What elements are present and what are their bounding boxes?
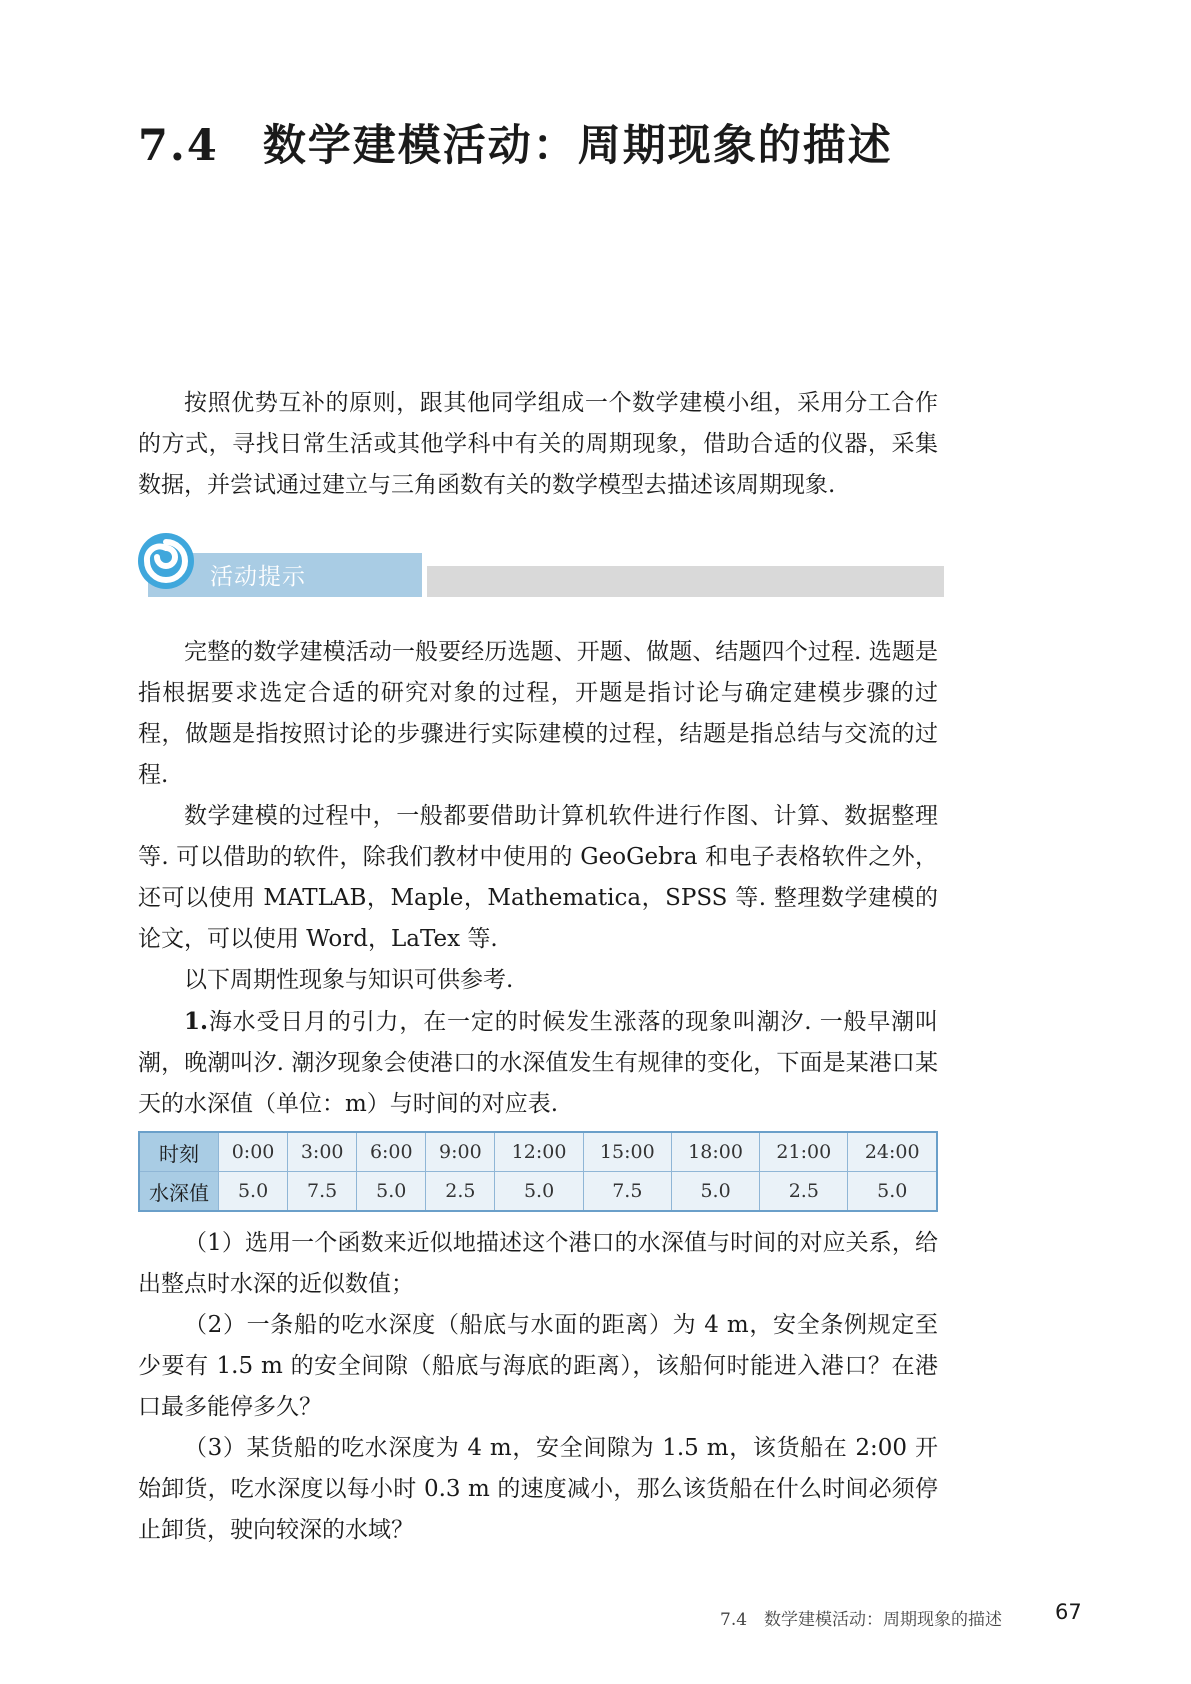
depth-cell: 7.5: [288, 1172, 357, 1212]
item-1-number: 1.: [184, 1008, 209, 1035]
table-row-times: [139, 1132, 937, 1172]
item-1-text: 海水受日月的引力，在一定的时候发生涨落的现象叫潮汐. 一般早潮叫潮，晚潮叫汐. 潮汐现象会使港口的水深值发生有规律的变化，下面是某港口某天的水深值（单位：m）与时间的对应表.: [138, 1009, 938, 1117]
depth-cell: 5.0: [495, 1172, 583, 1212]
table-row-depths: [139, 1172, 937, 1212]
time-cell: 21:00: [760, 1132, 848, 1172]
depth-cell: 5.0: [219, 1172, 288, 1212]
question-3: （3）某货船的吃水深度为 4 m，安全间隙为 1.5 m，该货船在 2:00 开始卸货，吃水深度以每小时 0.3 m 的速度减小，那么该货船在什么时间必须停止卸货，驶向较深的水域？: [138, 1435, 938, 1543]
intro-paragraph: 按照优势互补的原则，跟其他同学组成一个数学建模小组，采用分工合作的方式，寻找日常生活或其他学科中有关的周期现象，借助合适的仪器，采集数据，并尝试通过建立与三角函数有关的数学模型去描述该周期现象.: [138, 390, 938, 498]
time-cell: 6:00: [357, 1132, 426, 1172]
time-cell: 9:00: [426, 1132, 495, 1172]
time-cell: 12:00: [495, 1132, 583, 1172]
depth-cell: 5.0: [357, 1172, 426, 1212]
question-2: （2）一条船的吃水深度（船底与水面的距离）为 4 m，安全条例规定至少要有 1.5 m 的安全间隙（船底与海底的距离），该船何时能进入港口？在港口最多能停多久？: [138, 1312, 938, 1420]
depth-cell: 5.0: [671, 1172, 759, 1212]
hint-paragraph-2: 数学建模的过程中，一般都要借助计算机软件进行作图、计算、数据整理等. 可以借助的软件，除我们教材中使用的 GeoGebra 和电子表格软件之外，还可以使用 MATLAB，Maple，Mathematica，SPSS 等. 整理数学建模的论文，可以使用 Word，LaTex 等.: [138, 803, 938, 952]
section-number: 7.4: [138, 121, 219, 171]
row-header-depth: 水深值: [139, 1172, 219, 1212]
tide-table: [138, 1131, 938, 1212]
depth-cell: 2.5: [760, 1172, 848, 1212]
swirl-icon: [137, 532, 195, 590]
page-number: 67: [1055, 1600, 1082, 1624]
depth-cell: 2.5: [426, 1172, 495, 1212]
time-cell: 24:00: [848, 1132, 937, 1172]
hint-paragraph-3: 以下周期性现象与知识可供参考.: [184, 967, 514, 993]
time-cell: 18:00: [671, 1132, 759, 1172]
running-title: 7.4 数学建模活动：周期现象的描述: [720, 1610, 1003, 1630]
depth-cell: 7.5: [583, 1172, 671, 1212]
section-title: 数学建模活动：周期现象的描述: [262, 121, 893, 171]
time-cell: 3:00: [288, 1132, 357, 1172]
question-1: （1）选用一个函数来近似地描述这个港口的水深值与时间的对应关系，给出整点时水深的近似数值；: [138, 1230, 938, 1297]
depth-cell: 5.0: [848, 1172, 937, 1212]
page-title: [138, 112, 893, 173]
banner-gray-bar: [427, 566, 944, 597]
time-cell: 0:00: [219, 1132, 288, 1172]
hint-paragraph-1: 完整的数学建模活动一般要经历选题、开题、做题、结题四个过程. 选题是指根据要求选定合适的研究对象的过程，开题是指讨论与确定建模步骤的过程，做题是指按照讨论的步骤进行实际建模的过程，结题是指总结与交流的过程.: [138, 639, 938, 788]
item-1-paragraph: [138, 1001, 938, 1125]
banner-label: 活动提示: [210, 564, 306, 590]
row-header-time: 时刻: [139, 1132, 219, 1172]
time-cell: 15:00: [583, 1132, 671, 1172]
